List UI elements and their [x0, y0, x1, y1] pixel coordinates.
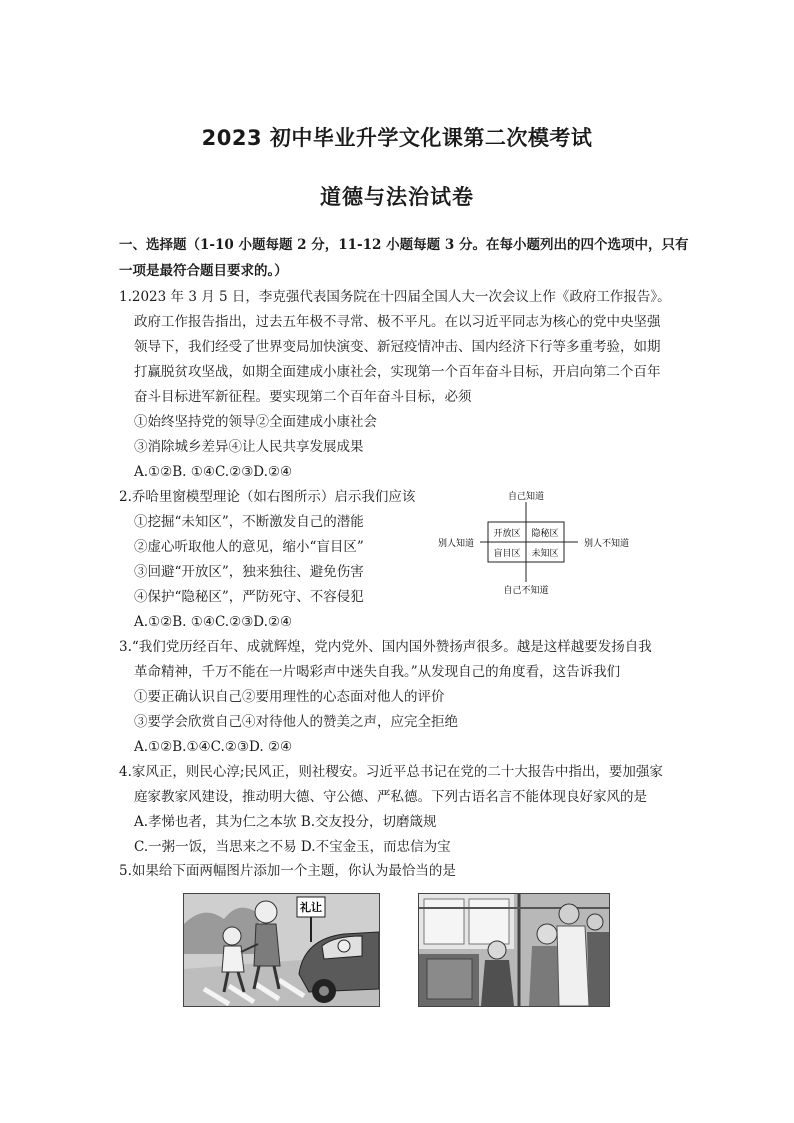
cell-open-area: 开放区: [493, 529, 521, 539]
section-heading-line2: 一项是最符合题目要求的。）: [119, 263, 288, 279]
q1-stem-line5: 奋斗目标进军新征程。要实现第二个百年奋斗目标，必须: [134, 389, 472, 405]
q1-stem-line3: 领导下，我们经受了世界变局加快演变、新冠疫情冲击、国内经济下行等多重考验，如期: [134, 339, 661, 355]
johari-window-diagram: [436, 490, 641, 598]
cell-unknown-area: 未知区: [531, 549, 559, 559]
q3-option-line2: ③要学会欣赏自己④对待他人的赞美之声，应完全拒绝: [134, 714, 458, 730]
q2-stem: 2.乔哈里窗模型理论（如右图所示）启示我们应该: [119, 489, 416, 505]
q2-option-3: ③回避“开放区”，独来独往、避免伤害: [134, 564, 364, 580]
q3-stem-line1: 3.“我们党历经百年、成就辉煌，党内党外、国内国外赞扬声很多。越是这样越要发扬自我: [119, 639, 652, 655]
exam-title: 2023 初中毕业升学文化课第二次模考试: [201, 126, 593, 150]
diagram-bottom-label: 自己不知道: [503, 586, 549, 596]
q5-stem: 5.如果给下面两幅图片添加一个主题，你认为最恰当的是: [119, 863, 456, 879]
exam-subject: 道德与法治试卷: [320, 185, 474, 209]
q2-option-2: ②虚心听取他人的意见，缩小“盲目区”: [134, 539, 364, 555]
q1-choices: A.①②B. ①④C.②③D.②④: [134, 464, 293, 480]
cell-hidden-area: 隐秘区: [531, 529, 559, 539]
q1-stem-line4: 打赢脱贫攻坚战，如期全面建成小康社会，实现第一个百年奋斗目标，开启向第二个百年: [134, 364, 661, 380]
diagram-right-label: 别人不知道: [584, 539, 630, 549]
q2-option-4: ④保护“隐秘区”，严防死守、不容侵犯: [134, 589, 364, 605]
q4-stem-line2: 庭家教家风建设，推动明大德、守公德、严私德。下列古语名言不能体现良好家风的是: [134, 789, 647, 805]
section-heading-line1: 一、选择题（1-10 小题每题 2 分，11-12 小题每题 3 分。在每小题列出的四个选项中，只有: [119, 237, 689, 253]
traffic-sign-text: 礼让: [300, 901, 322, 914]
q4-option-line2: C.一粥一饭，当思来之不易 D.不宝金玉，而忠信为宝: [134, 839, 451, 855]
q2-option-1: ①挖掘“未知区”，不断激发自己的潜能: [134, 514, 364, 530]
q5-bus-photo: [418, 893, 610, 1007]
q1-option-line1: ①始终坚持党的领导②全面建成小康社会: [134, 414, 377, 430]
q4-stem-line1: 4.家风正，则民心淳;民风正，则社稷安。习近平总书记在党的二十大报告中指出，要加强家: [119, 764, 663, 780]
diagram-top-label: 自己知道: [507, 492, 545, 502]
q3-choices: A.①②B.①④C.②③D. ②④: [134, 739, 293, 755]
q3-stem-line2: 革命精神，千万不能在一片喝彩声中迷失自我。”从发现自己的角度看，这告诉我们: [134, 664, 621, 680]
q1-stem-line2: 政府工作报告指出，过去五年极不寻常、极不平凡。在以习近平同志为核心的党中央坚强: [134, 314, 661, 330]
diagram-left-label: 别人知道: [438, 539, 475, 549]
q1-option-line2: ③消除城乡差异④让人民共享发展成果: [134, 439, 364, 455]
q1-stem-line1: 1.2023 年 3 月 5 日，李克强代表国务院在十四届全国人大一次会议上作《政府工作报告》。: [119, 289, 671, 305]
cell-blind-area: 盲目区: [493, 549, 521, 559]
q2-choices: A.①②B. ①④C.②③D.②④: [134, 614, 293, 630]
q4-option-line1: A.孝悌也者，其为仁之本欤 B.交友投分，切磨箴规: [134, 814, 437, 830]
q5-cartoon-image: [183, 893, 380, 1007]
q3-option-line1: ①要正确认识自己②要用理性的心态面对他人的评价: [134, 689, 445, 705]
